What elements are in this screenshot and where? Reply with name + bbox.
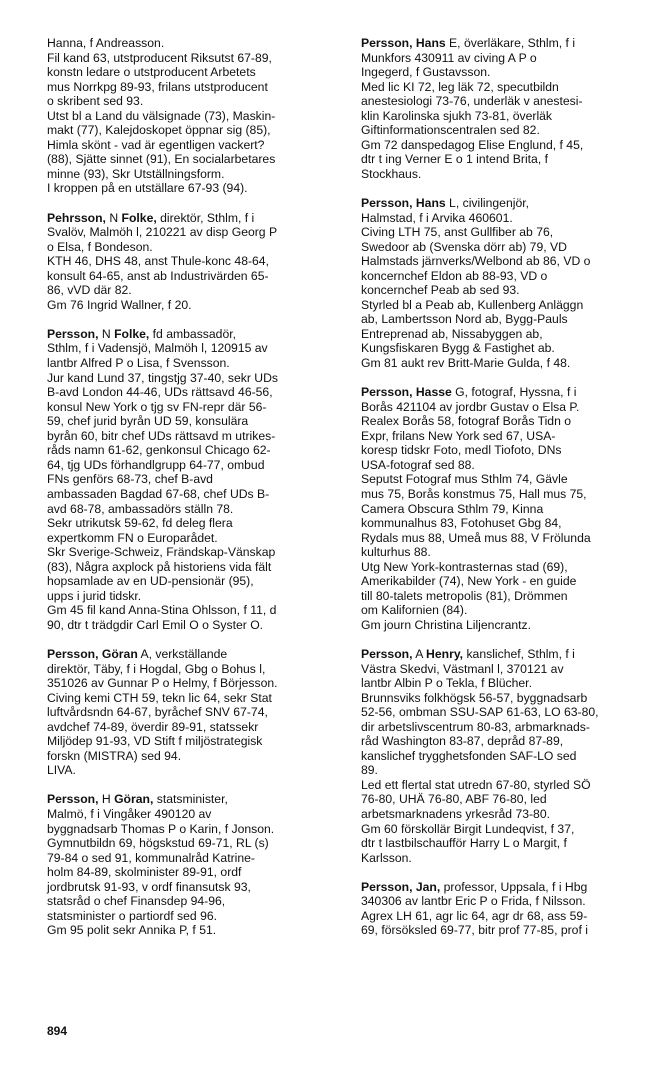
entry-text: Fil kand 63, utstproducent Riksutst 67-89, <box>47 50 272 65</box>
entry-text: A <box>412 646 427 661</box>
entry-text: Agrex LH 61, agr lic 64, agr dr 68, ass 59- <box>361 908 588 923</box>
entry-line <box>361 269 661 284</box>
entry-line <box>47 676 339 691</box>
entry-text: (88), Sjätte sinnet (91), En socialarbetares <box>47 152 276 167</box>
entry-line <box>47 225 339 240</box>
biography-entry <box>47 327 339 632</box>
entry-line <box>47 80 339 95</box>
entry-line <box>47 356 339 371</box>
entry-line <box>47 414 339 429</box>
left-column <box>47 36 339 952</box>
entry-text: 89. <box>361 763 378 778</box>
entry-text: KTH 46, DHS 48, anst Thule-konc 48-64, <box>47 254 269 269</box>
entry-text: 340306 av lantbr Eric P o Frida, f Nilsson. <box>361 894 586 909</box>
entry-text: Gymnutbildn 69, högskstud 69-71, RL (s) <box>47 836 269 851</box>
entry-line <box>47 123 339 138</box>
entry-text: Brunnsviks folkhögsk 56-57, byggnadsarb <box>361 690 588 705</box>
entry-line <box>361 618 661 633</box>
entry-text: Led ett flertal stat utredn 67-80, styrled SÖ <box>361 777 591 792</box>
entry-text: statsråd o chef Finansdep 94-96, <box>47 894 226 909</box>
entry-text: minne (93), Skr Utställningsform. <box>47 166 225 181</box>
entry-text: mus Norrkpg 89-93, frilans utstproducent <box>47 79 268 94</box>
entry-line <box>47 734 339 749</box>
entry-line <box>47 720 339 735</box>
entry-line <box>47 560 339 575</box>
entry-text: fd ambassadör, <box>149 326 236 341</box>
entry-line <box>361 822 661 837</box>
entry-line <box>361 909 661 924</box>
entry-line <box>361 574 661 589</box>
biography-entry <box>361 36 661 181</box>
entry-line <box>47 763 339 778</box>
entry-text: direktör, Sthlm, f i <box>156 210 255 225</box>
entry-text: ambassaden Bagdad 67-68, chef UDs B- <box>47 486 270 501</box>
entry-line <box>361 894 661 909</box>
entry-line <box>47 792 339 807</box>
entry-line <box>47 254 339 269</box>
entry-name: Pehrsson, <box>47 210 106 225</box>
entry-line <box>361 734 661 749</box>
entry-line <box>47 341 339 356</box>
entry-line <box>47 822 339 837</box>
entry-text: 59, chef jurid byrån UD 59, konsulära <box>47 414 249 429</box>
entry-name: Persson, Hans <box>361 196 446 211</box>
entry-line <box>47 283 339 298</box>
entry-line <box>47 589 339 604</box>
entry-line <box>361 51 661 66</box>
entry-text: expertkomm FN o Europarådet. <box>47 530 218 545</box>
entry-text: Himla skönt - vad är egentligen vackert? <box>47 137 265 152</box>
entry-line <box>47 327 339 342</box>
entry-line <box>361 123 661 138</box>
entry-line <box>47 647 339 662</box>
entry-text: Gm 95 polit sekr Annika P, f 51. <box>47 923 217 938</box>
entry-line <box>361 472 661 487</box>
entry-text: dir arbetslivscentrum 80-83, arbmarknads- <box>361 719 590 734</box>
entry-line <box>361 414 661 429</box>
entry-text: Skr Sverige-Schweiz, Frändskap-Vänskap <box>47 545 276 560</box>
entry-name: Persson, Jan, <box>361 879 441 894</box>
entry-text: Rydals mus 88, Umeå mus 88, V Frölunda <box>361 530 591 545</box>
biography-entry <box>361 647 661 865</box>
entry-text: Entreprenad ab, Nissabyggen ab, <box>361 326 543 341</box>
entry-text: Expr, frilans New York sed 67, USA- <box>361 428 556 443</box>
biography-entry <box>361 196 661 371</box>
page-number: 894 <box>47 1024 68 1038</box>
entry-text: råds namn 61-62, genkonsul Chicago 62- <box>47 443 271 458</box>
entry-text: Ingegerd, f Gustavsson. <box>361 65 491 80</box>
entry-line <box>47 880 339 895</box>
entry-line <box>361 705 661 720</box>
entry-line <box>47 240 339 255</box>
entry-line <box>361 691 661 706</box>
entry-text: G, fotograf, Hyssna, f i <box>451 385 577 400</box>
entry-line <box>361 487 661 502</box>
entry-text: Miljödep 91-93, VD Stift f miljöstrategisk <box>47 734 263 749</box>
entry-name: Persson, Göran <box>47 646 138 661</box>
entry-line <box>361 545 661 560</box>
entry-line <box>361 36 661 51</box>
entry-text: 52-56, ombman SSU-SAP 61-63, LO 63-80, <box>361 705 599 720</box>
entry-text: o Elsa, f Bondeson. <box>47 239 153 254</box>
entry-text: upps i jurid tidskr. <box>47 588 142 603</box>
entry-line <box>361 778 661 793</box>
entry-text: Stockhaus. <box>361 166 422 181</box>
entry-name: Persson, Hasse <box>361 385 452 400</box>
entry-text: Gm 45 fil kand Anna-Stina Ohlsson, f 11, d <box>47 603 277 618</box>
entry-line <box>47 36 339 51</box>
entry-text: byggnadsarb Thomas P o Karin, f Jonson. <box>47 821 275 836</box>
entry-text: Munkfors 430911 av civing A P o <box>361 50 537 65</box>
entry-text: Hanna, f Andreasson. <box>47 36 165 50</box>
entry-text: konsul New York o tjg sv FN-repr där 56- <box>47 399 267 414</box>
entry-text: Civing kemi CTH 59, tekn lic 64, sekr Stat <box>47 690 272 705</box>
entry-line <box>361 647 661 662</box>
entry-line <box>47 298 339 313</box>
entry-text: Malmö, f i Vingåker 490120 av <box>47 806 212 821</box>
entry-line <box>361 531 661 546</box>
entry-text: USA-fotograf sed 88. <box>361 457 475 472</box>
entry-line <box>47 691 339 706</box>
entry-text: konsult 64-65, anst ab Industrivärden 65- <box>47 268 269 283</box>
entry-text: LIVA. <box>47 763 76 778</box>
entry-text: Utg New York-kontrasternas stad (69), <box>361 559 568 574</box>
entry-line <box>47 531 339 546</box>
entry-line <box>361 458 661 473</box>
entry-line <box>47 909 339 924</box>
entry-name: Persson, <box>47 326 99 341</box>
entry-line <box>361 589 661 604</box>
entry-line <box>361 443 661 458</box>
entry-name: Folke, <box>121 210 157 225</box>
entry-line <box>47 65 339 80</box>
entry-line <box>361 603 661 618</box>
entry-line <box>47 51 339 66</box>
entry-line <box>361 720 661 735</box>
biography-entry <box>47 792 339 937</box>
entry-text: L, civilingenjör, <box>445 196 529 211</box>
entry-line <box>47 138 339 153</box>
entry-line <box>361 254 661 269</box>
entry-line <box>47 662 339 677</box>
entry-text: Styrled bl a Peab ab, Kullenberg Anläggn <box>361 297 584 312</box>
entry-text: direktör, Täby, f i Hogdal, Gbg o Bohus l, <box>47 661 266 676</box>
biography-entry <box>47 36 339 196</box>
entry-text: lantbr Albin P o Tekla, f Blücher. <box>361 676 532 691</box>
entry-text: A, verkställande <box>137 646 228 661</box>
entry-line <box>47 269 339 284</box>
entry-text: statsminister o partiordf sed 96. <box>47 908 218 923</box>
entry-line <box>361 94 661 109</box>
entry-line <box>47 94 339 109</box>
entry-text: kanslichef trygghetsfonden SAF-LO sed <box>361 748 577 763</box>
entry-name: Persson, Hans <box>361 36 446 50</box>
entry-text: Gm journ Christina Liljencrantz. <box>361 617 532 632</box>
entry-name: Persson, <box>361 646 413 661</box>
entry-text: Halmstad, f i Arvika 460601. <box>361 210 513 225</box>
entry-line <box>361 240 661 255</box>
entry-text: om Kalifornien (84). <box>361 603 468 618</box>
entry-text: Med lic KI 72, leg läk 72, specutbildn <box>361 79 559 94</box>
entry-line <box>361 763 661 778</box>
entry-text: Sekr utrikutsk 59-62, fd deleg flera <box>47 516 233 531</box>
entry-text: 86, vVD där 82. <box>47 283 132 298</box>
entry-line <box>361 429 661 444</box>
entry-line <box>361 385 661 400</box>
entry-text: råd Washington 83-87, depråd 87-89, <box>361 734 564 749</box>
entry-line <box>361 560 661 575</box>
entry-text: Sthlm, f i Vadensjö, Malmöh l, 120915 av <box>47 341 268 356</box>
entry-line <box>47 167 339 182</box>
entry-line <box>47 574 339 589</box>
entry-line <box>47 851 339 866</box>
biography-entry <box>47 211 339 313</box>
entry-line <box>361 283 661 298</box>
entry-line <box>361 109 661 124</box>
biography-entry <box>361 880 661 938</box>
entry-text: 69, försöksled 69-77, bitr prof 77-85, prof i <box>361 923 588 938</box>
entry-line <box>47 472 339 487</box>
entry-line <box>47 749 339 764</box>
entry-text: Amerikabilder (74), New York - en guide <box>361 574 577 589</box>
entry-text: Västra Skedvi, Västmanl l, 370121 av <box>361 661 564 676</box>
entry-text: 79-84 o sed 91, kommunalråd Katrine- <box>47 850 255 865</box>
entry-line <box>47 211 339 226</box>
entry-text: jordbrutsk 91-93, v ordf finansutsk 93, <box>47 879 251 894</box>
entry-text: lantbr Alfred P o Lisa, f Svensson. <box>47 356 230 371</box>
entry-text: Giftinformationscentralen sed 82. <box>361 123 540 138</box>
entry-text: koncernchef Eldon ab 88-93, VD o <box>361 268 548 283</box>
entry-line <box>361 225 661 240</box>
entry-text: koncernchef Peab ab sed 93. <box>361 283 520 298</box>
entry-text: E, överläkare, Sthlm, f i <box>445 36 576 50</box>
entry-text: mus 75, Borås konstmus 75, Hall mus 75, <box>361 486 587 501</box>
entry-line <box>47 371 339 386</box>
entry-text: konstn ledare o utstproducent Arbetets <box>47 65 256 80</box>
entry-text: Gm 76 Ingrid Wallner, f 20. <box>47 297 192 312</box>
entry-text: luftvårdsndn 64-67, byråchef SNV 67-74, <box>47 705 268 720</box>
entry-line <box>361 516 661 531</box>
entry-line <box>47 443 339 458</box>
entry-line <box>47 400 339 415</box>
entry-text: 351026 av Gunnar P o Helmy, f Börjesson. <box>47 676 278 691</box>
entry-line <box>47 487 339 502</box>
entry-text: 90, dtr t trädgdir Carl Emil O o Syster O. <box>47 617 264 632</box>
entry-text: Borås 421104 av jordbr Gustav o Elsa P. <box>361 399 580 414</box>
entry-text: Realex Borås 58, fotograf Borås Tidn o <box>361 414 572 429</box>
entry-line <box>47 385 339 400</box>
entry-text: byrån 60, bitr chef UDs rättsavd m utrikes- <box>47 428 276 443</box>
entry-text: makt (77), Kalejdoskopet öppnar sig (85), <box>47 123 271 138</box>
entry-text: o skribent sed 93. <box>47 94 144 109</box>
entry-name: Göran, <box>114 792 154 807</box>
entry-line <box>47 109 339 124</box>
entry-text: N <box>105 210 122 225</box>
entry-text: Svalöv, Malmöh l, 210221 av disp Georg P <box>47 225 278 240</box>
entry-text: avd 68-78, ambassadörs ställn 78. <box>47 501 234 516</box>
entry-text: Camera Obscura Sthlm 79, Kinna <box>361 501 544 516</box>
entry-line <box>361 298 661 313</box>
biography-entry <box>361 385 661 632</box>
entry-text: Jur kand Lund 37, tingstjg 37-40, sekr UDs <box>47 370 279 385</box>
entry-line <box>361 211 661 226</box>
entry-line <box>361 152 661 167</box>
entry-line <box>361 80 661 95</box>
entry-line <box>361 502 661 517</box>
entry-line <box>361 138 661 153</box>
right-column <box>361 36 661 952</box>
entry-text: FNs genförs 68-73, chef B-avd <box>47 472 213 487</box>
entry-line <box>361 749 661 764</box>
entry-text: forskn (MISTRA) sed 94. <box>47 748 182 763</box>
entry-line <box>47 923 339 938</box>
entry-line <box>47 545 339 560</box>
entry-line <box>361 196 661 211</box>
entry-line <box>47 705 339 720</box>
entry-line <box>361 923 661 938</box>
entry-text: Gm 81 aukt rev Britt-Marie Gulda, f 48. <box>361 356 571 371</box>
entry-text: Karlsson. <box>361 850 412 865</box>
entry-line <box>361 341 661 356</box>
entry-text: N <box>98 326 115 341</box>
entry-line <box>361 356 661 371</box>
entry-text: Halmstads järnverks/Welbond ab 86, VD o <box>361 254 591 269</box>
entry-text: I kroppen på en utställare 67-93 (94). <box>47 181 248 196</box>
entry-text: Gm 72 danspedagog Elise Englund, f 45, <box>361 137 584 152</box>
entry-text: klin Karolinska sjukh 73-81, överläk <box>361 108 553 123</box>
entry-text: statsminister, <box>153 792 228 807</box>
entry-text: Swedoor ab (Svenska dörr ab) 79, VD <box>361 239 567 254</box>
entry-text: professor, Uppsala, f i Hbg <box>440 879 588 894</box>
entry-name: Folke, <box>114 326 150 341</box>
entry-text: Utst bl a Land du välsignade (73), Maskin- <box>47 108 276 123</box>
entry-line <box>361 327 661 342</box>
entry-name: Henry, <box>426 646 464 661</box>
entry-line <box>361 400 661 415</box>
entry-line <box>361 807 661 822</box>
entry-line <box>361 662 661 677</box>
entry-line <box>361 312 661 327</box>
entry-text: ab, Lambertsson Nord ab, Bygg-Pauls <box>361 312 568 327</box>
entry-text: anestesiologi 73-76, underläk v anestesi- <box>361 94 583 109</box>
entry-text: kanslichef, Sthlm, f i <box>463 646 575 661</box>
entry-line <box>47 152 339 167</box>
entry-line <box>361 792 661 807</box>
entry-text: Kungsfiskaren Bygg & Fastighet ab. <box>361 341 555 356</box>
entry-line <box>47 603 339 618</box>
biography-entry <box>47 647 339 778</box>
entry-text: dtr t lastbilschaufför Harry L o Margit, f <box>361 836 567 851</box>
entry-line <box>361 65 661 80</box>
entry-text: B-avd London 44-46, UDs rättsavd 46-56, <box>47 385 273 400</box>
entry-text: till 80-talets metropolis (81), Drömmen <box>361 588 568 603</box>
entry-text: Seputst Fotograf mus Sthlm 74, Gävle <box>361 472 568 487</box>
entry-text: Gm 60 förskollär Birgit Lundeqvist, f 37, <box>361 821 575 836</box>
entry-text: avdchef 74-89, överdir 89-91, statssekr <box>47 719 259 734</box>
entry-text: (83), Några axplock på historiens vida fält <box>47 559 272 574</box>
entry-text: arbetsmarknadens yrkesråd 73-80. <box>361 806 551 821</box>
entry-line <box>47 429 339 444</box>
entry-line <box>47 516 339 531</box>
entry-text: kulturhus 88. <box>361 545 431 560</box>
entry-line <box>47 894 339 909</box>
entry-text: dtr t ing Verner E o 1 intend Brita, f <box>361 152 548 167</box>
entry-text: 64, tjg UDs förhandlgrupp 64-77, ombud <box>47 457 265 472</box>
entry-line <box>47 865 339 880</box>
entry-line <box>361 676 661 691</box>
entry-line <box>361 851 661 866</box>
entry-text: kommunalhus 83, Fotohuset Gbg 84, <box>361 516 562 531</box>
entry-text: holm 84-89, skolminister 89-91, ordf <box>47 865 242 880</box>
entry-name: Persson, <box>47 792 99 807</box>
entry-text: Civing LTH 75, anst Gullfiber ab 76, <box>361 225 554 240</box>
entry-line <box>47 807 339 822</box>
entry-line <box>361 880 661 895</box>
entry-line <box>361 836 661 851</box>
entry-line <box>47 618 339 633</box>
entry-text: H <box>98 792 115 807</box>
entry-line <box>361 167 661 182</box>
entry-line <box>47 502 339 517</box>
entry-text: 76-80, UHÄ 76-80, ABF 76-80, led <box>361 792 547 807</box>
entry-text: koresp tidskr Foto, medl Tiofoto, DNs <box>361 443 562 458</box>
entry-line <box>47 458 339 473</box>
entry-text: hopsamlade av en UD-pensionär (95), <box>47 574 254 589</box>
entry-line <box>47 836 339 851</box>
entry-line <box>47 181 339 196</box>
